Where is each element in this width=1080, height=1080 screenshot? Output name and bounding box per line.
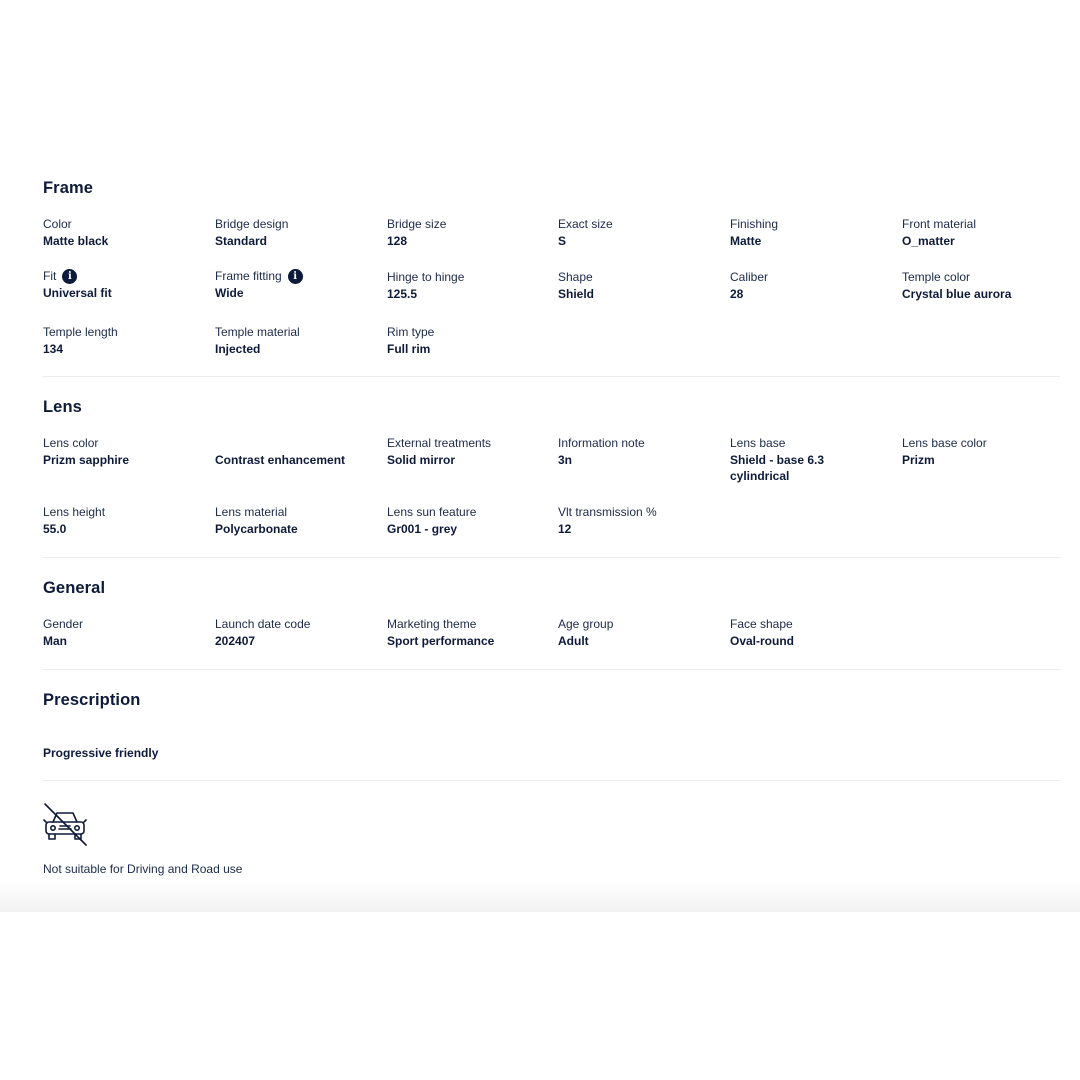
lens-material-field (215, 505, 380, 537)
lens-base-field (730, 436, 860, 484)
field-value: Universal fit (43, 286, 112, 300)
field-label: Caliber (730, 270, 769, 284)
field-value: Shield (558, 287, 595, 301)
frame-temple-color-field (902, 270, 1067, 302)
section-divider (43, 780, 1060, 781)
lens-section (43, 397, 1060, 417)
lens-base-color-field (902, 436, 1067, 468)
field-value: 12 (558, 522, 572, 536)
lens-feature-field (215, 436, 380, 468)
field-value: Contrast enhancement (215, 453, 346, 467)
general-face-shape-field (730, 617, 895, 649)
general-launch-date-field (215, 617, 380, 649)
field-label: Lens base (730, 436, 786, 450)
field-value: Prizm (902, 453, 935, 467)
no-driving-car-icon (43, 802, 87, 846)
frame-shape-field (558, 270, 723, 302)
frame-caliber-field (730, 270, 895, 302)
field-value: Prizm sapphire (43, 453, 130, 467)
lens-section-title: Lens (43, 398, 82, 416)
field-label: External treatments (387, 436, 492, 450)
field-value: 3n (558, 453, 573, 467)
lens-external-treatments-field (387, 436, 552, 468)
field-value: Standard (215, 234, 268, 248)
frame-fit-field (43, 269, 208, 301)
field-label: Gender (43, 617, 84, 631)
frame-bridge-design-field (215, 217, 380, 249)
field-label (215, 436, 380, 451)
frame-section (43, 178, 1060, 198)
info-icon[interactable]: i (288, 269, 303, 284)
frame-finishing-field (730, 217, 895, 249)
field-value: Full rim (387, 342, 431, 356)
field-value: Solid mirror (387, 453, 456, 467)
field-label: Lens height (43, 505, 106, 519)
field-value: 55.0 (43, 522, 67, 536)
lens-information-note-field (558, 436, 723, 468)
general-section-title: General (43, 579, 106, 597)
field-value: 125.5 (387, 287, 418, 301)
field-label: Face shape (730, 617, 793, 631)
frame-temple-material-field (215, 325, 380, 357)
field-label: Marketing theme (387, 617, 477, 631)
section-divider (43, 557, 1060, 558)
field-value: Adult (558, 634, 589, 648)
lens-color-field (43, 436, 208, 468)
field-label: Vlt transmission % (558, 505, 657, 519)
field-label: Color (43, 217, 72, 231)
prescription-section (43, 690, 1060, 710)
field-label: Bridge size (387, 217, 447, 231)
field-value: Matte black (43, 234, 109, 248)
field-label: Exact size (558, 217, 613, 231)
field-label: Finishing (730, 217, 779, 231)
field-label: Fit (43, 269, 57, 283)
panel-bottom-fade (0, 880, 1080, 912)
field-value: 134 (43, 342, 64, 356)
field-label: Lens sun feature (387, 505, 477, 519)
frame-bridge-size-field (387, 217, 552, 249)
field-label: Lens color (43, 436, 99, 450)
lens-height-field (43, 505, 208, 537)
lens-vlt-field (558, 505, 723, 537)
field-label: Hinge to hinge (387, 270, 465, 284)
notice-text: Not suitable for Driving and Road use (43, 862, 243, 876)
field-label: Temple color (902, 270, 971, 284)
prescription-section-title: Prescription (43, 691, 141, 709)
frame-section-title: Frame (43, 179, 94, 197)
field-value: 28 (730, 287, 744, 301)
lens-sun-feature-field (387, 505, 552, 537)
field-value: 128 (387, 234, 408, 248)
field-label: Shape (558, 270, 593, 284)
field-label: Frame fitting (215, 269, 282, 283)
field-label: Temple length (43, 325, 118, 339)
field-value: Matte (730, 234, 762, 248)
field-label: Temple material (215, 325, 300, 339)
frame-color-field (43, 217, 208, 249)
frame-exact-size-field (558, 217, 723, 249)
field-value: Oval-round (730, 634, 795, 648)
field-value: Sport performance (387, 634, 495, 648)
field-label: Bridge design (215, 217, 289, 231)
field-label: Lens material (215, 505, 288, 519)
info-icon[interactable]: i (62, 269, 77, 284)
field-value: 202407 (215, 634, 256, 648)
field-label: Age group (558, 617, 614, 631)
general-age-group-field (558, 617, 723, 649)
field-label: Launch date code (215, 617, 311, 631)
field-value: Wide (215, 286, 244, 300)
frame-front-material-field (902, 217, 1067, 249)
frame-hinge-field (387, 270, 552, 302)
field-value: Man (43, 634, 67, 648)
field-value: Gr001 - grey (387, 522, 458, 536)
section-divider (43, 669, 1060, 670)
field-value: S (558, 234, 567, 248)
field-label: Information note (558, 436, 645, 450)
field-label: Rim type (387, 325, 435, 339)
field-label: Front material (902, 217, 977, 231)
frame-temple-length-field (43, 325, 208, 357)
prescription-field (43, 744, 343, 761)
field-value: Progressive friendly (43, 746, 159, 760)
field-value: Shield - base 6.3 cylindrical (730, 453, 825, 483)
general-gender-field (43, 617, 208, 649)
field-value: Injected (215, 342, 261, 356)
field-value: Polycarbonate (215, 522, 298, 536)
field-value: O_matter (902, 234, 955, 248)
frame-fitting-field (215, 269, 380, 301)
field-value: Crystal blue aurora (902, 287, 1012, 301)
general-section (43, 578, 1060, 598)
general-marketing-theme-field (387, 617, 552, 649)
frame-rim-type-field (387, 325, 552, 357)
field-label: Lens base color (902, 436, 987, 450)
section-divider (43, 376, 1060, 377)
